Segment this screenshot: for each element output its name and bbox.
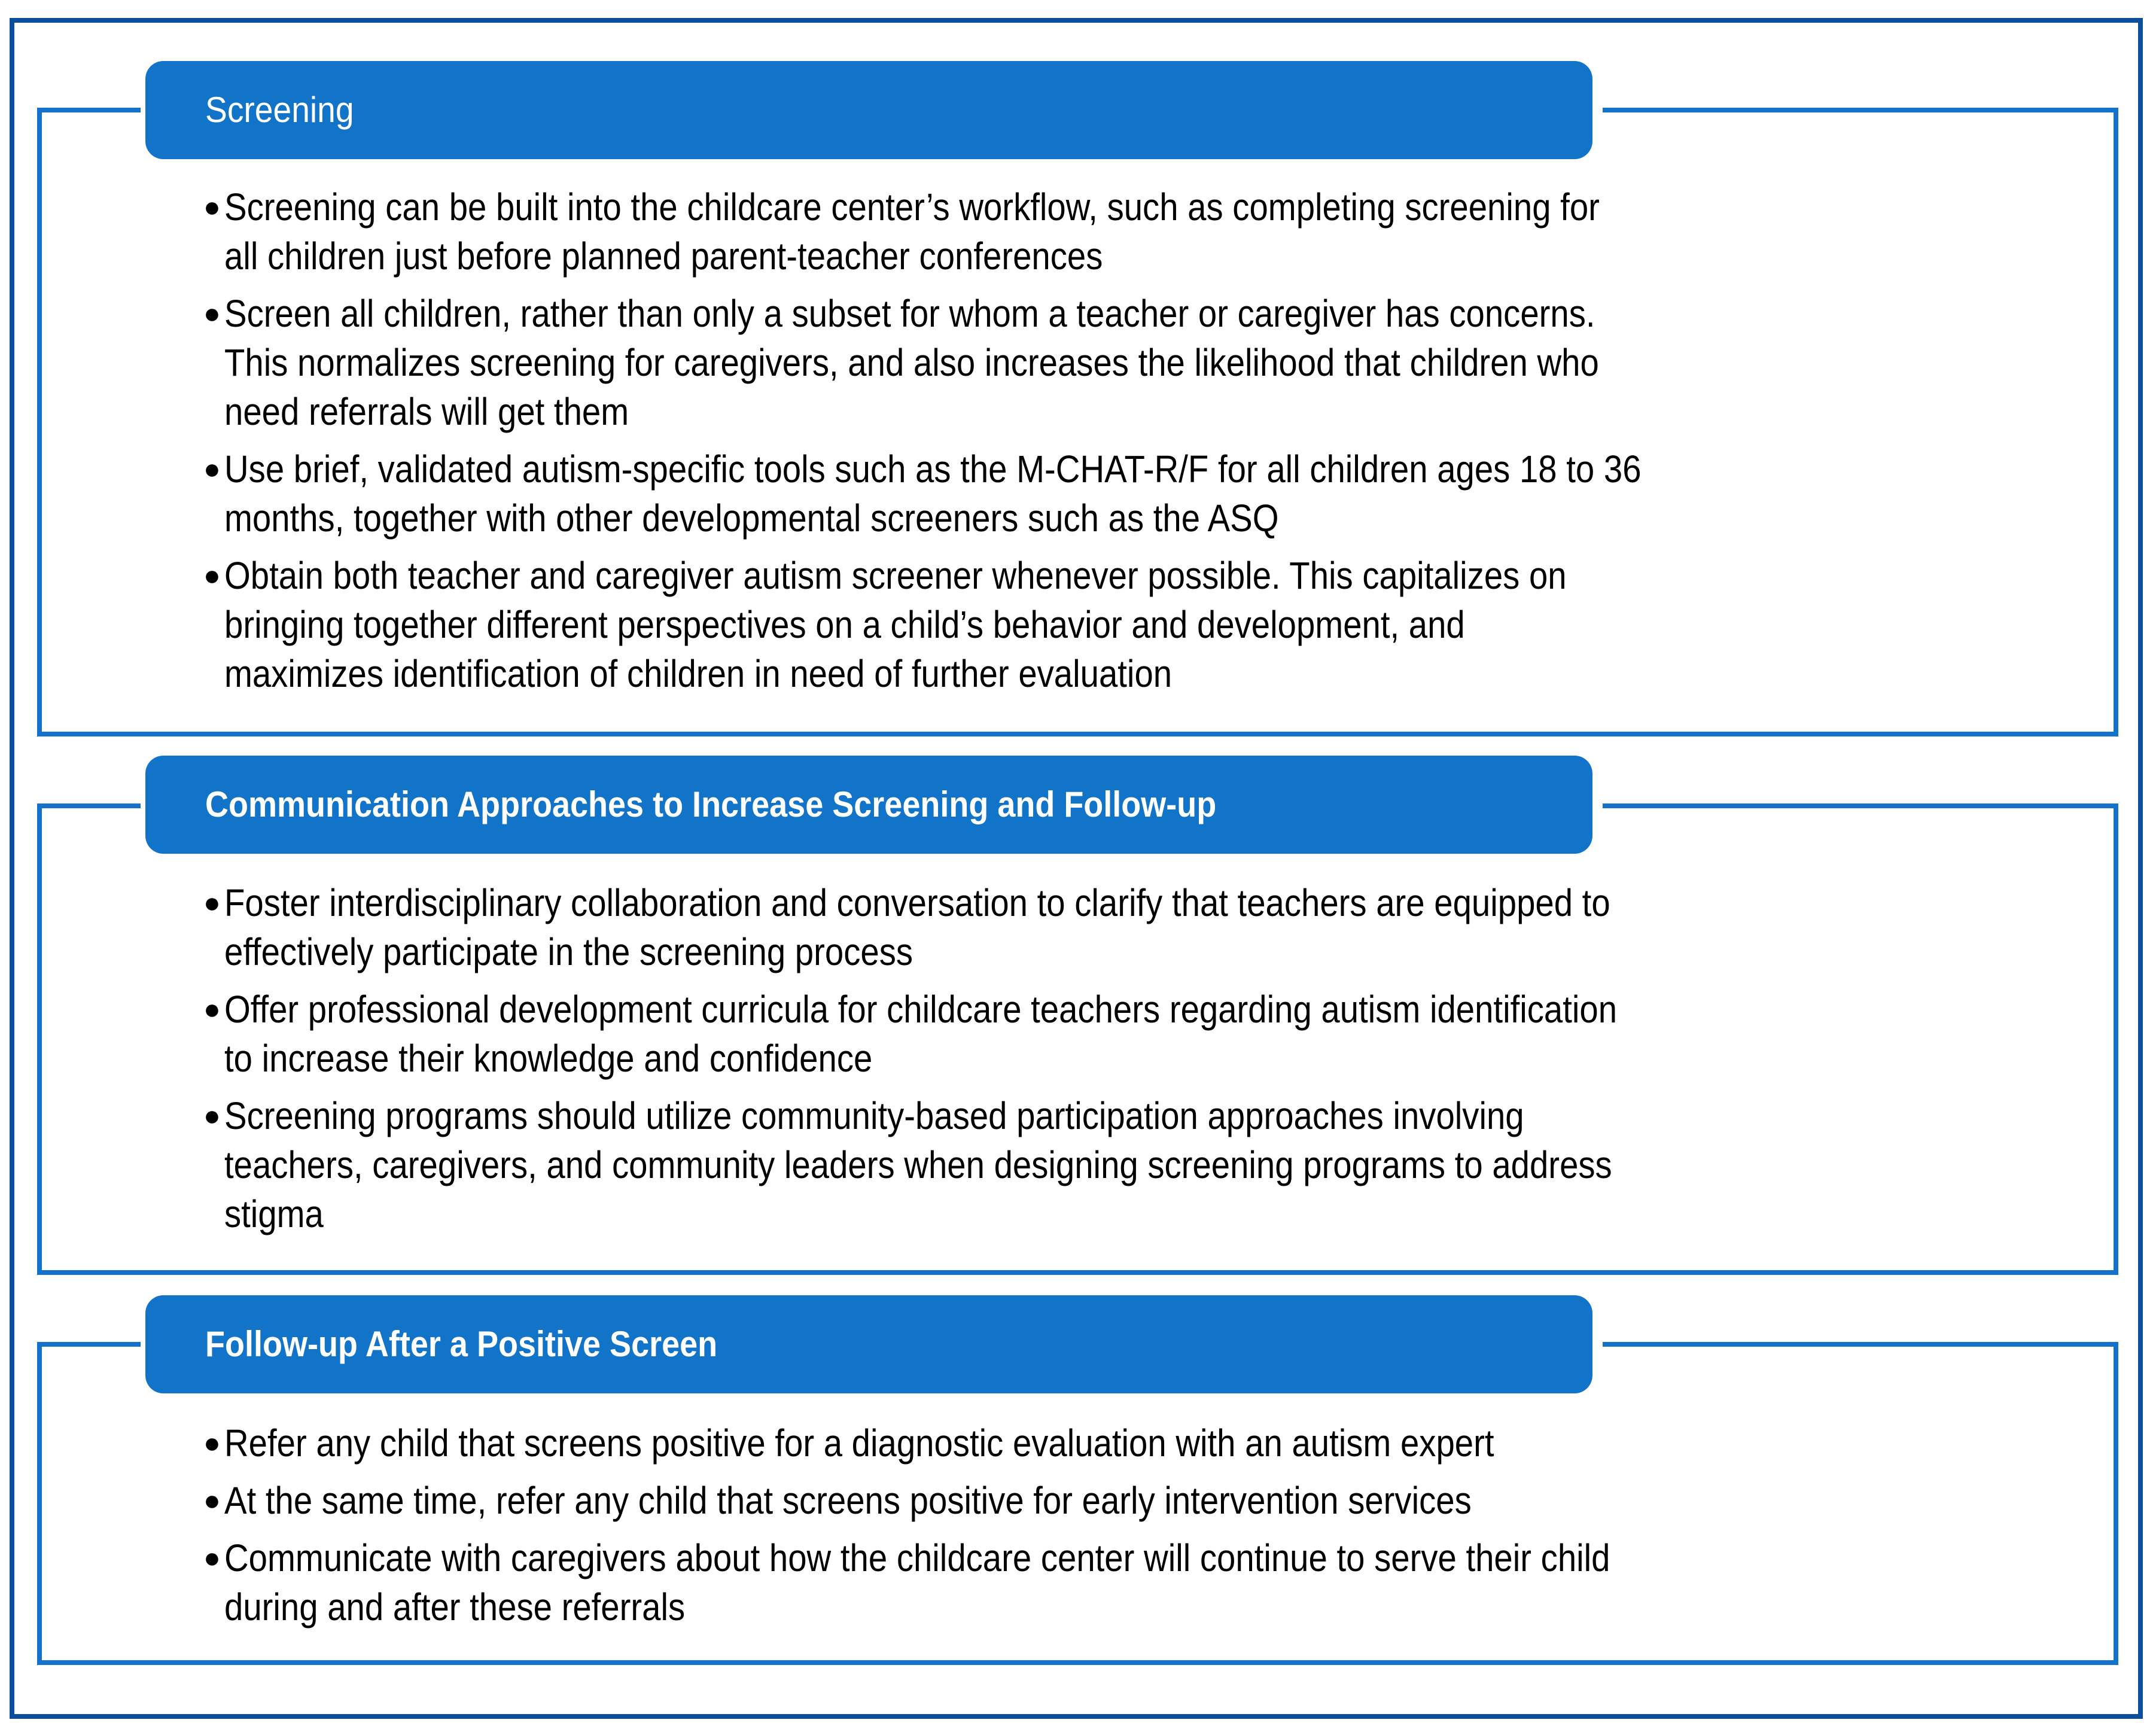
bullet-item — [203, 551, 1835, 698]
bullet-text-line: Offer professional development curricula for childcare teachers regarding autism identification — [224, 988, 1618, 1031]
bullet-text-line: teachers, caregivers, and community leaders when designing screening programs to address — [224, 1143, 1612, 1186]
bullet-dot-icon: ● — [203, 1542, 221, 1574]
bullet-dot-icon: ● — [203, 298, 221, 330]
bullet-text-line: months, together with other developmental screeners such as the ASQ — [224, 497, 1279, 540]
bullet-dot-icon: ● — [203, 560, 221, 592]
bullet-text-line: At the same time, refer any child that screens positive for early intervention services — [224, 1479, 1472, 1522]
bullet-text-line: effectively participate in the screening process — [224, 930, 913, 973]
bullet-text-line: This normalizes screening for caregivers, and also increases the likelihood that children who — [224, 341, 1599, 384]
bullet-item — [203, 1476, 1799, 1525]
communication-bullet-list — [203, 878, 1807, 1238]
bullet-item — [203, 1533, 1799, 1631]
bullet-dot-icon: ● — [203, 1485, 221, 1517]
bullet-text-line: during and after these referrals — [224, 1585, 686, 1628]
bullet-text-line: bringing together different perspectives on a child’s behavior and development, and — [224, 603, 1465, 646]
bullet-text-line: Communicate with caregivers about how the childcare center will continue to serve their child — [224, 1536, 1610, 1579]
bullet-text-line: stigma — [224, 1192, 324, 1235]
section-title: Communication Approaches to Increase Screening and Follow-up — [205, 784, 1217, 824]
bullet-text-line: Screen all children, rather than only a subset for whom a teacher or caregiver has concerns. — [224, 292, 1595, 335]
section-header-communication — [145, 756, 1592, 854]
bullet-text-line: need referrals will get them — [224, 390, 629, 433]
bullet-dot-icon: ● — [203, 191, 221, 223]
section-header-follow-up — [145, 1295, 1592, 1393]
bullet-item — [203, 182, 1835, 281]
section-header-screening — [145, 61, 1592, 159]
bullet-text-line: Use brief, validated autism-specific tools such as the M-CHAT-R/F for all children ages 18 to 36 — [224, 448, 1642, 491]
bullet-dot-icon: ● — [203, 994, 221, 1025]
bullet-text-line: Screening programs should utilize community-based participation approaches involving — [224, 1094, 1524, 1137]
bullet-text-line: Foster interdisciplinary collaboration and conversation to clarify that teachers are equipped to — [224, 881, 1610, 924]
bullet-item — [203, 878, 1807, 976]
bullet-item — [203, 289, 1835, 436]
section-title: Screening — [205, 90, 354, 130]
bullet-text-line: Obtain both teacher and caregiver autism screener whenever possible. This capitalizes on — [224, 554, 1567, 597]
bullet-item — [203, 985, 1807, 1083]
bullet-text-line: to increase their knowledge and confidence — [224, 1037, 873, 1080]
screening-bullet-list — [203, 182, 1835, 698]
bullet-text-line: Refer any child that screens positive for a diagnostic evaluation with an autism expert — [224, 1421, 1494, 1465]
bullet-text-line: all children just before planned parent-teacher conferences — [224, 235, 1103, 278]
bullet-text-line: maximizes identification of children in need of further evaluation — [224, 652, 1173, 695]
bullet-item — [203, 1419, 1799, 1468]
section-title: Follow-up After a Positive Screen — [205, 1324, 718, 1364]
follow-up-bullet-list — [203, 1419, 1799, 1631]
bullet-dot-icon: ● — [203, 1427, 221, 1459]
bullet-item — [203, 1091, 1807, 1238]
bullet-text-line: Screening can be built into the childcare center’s workflow, such as completing screening for — [224, 185, 1600, 229]
bullet-dot-icon: ● — [203, 887, 221, 919]
bullet-dot-icon: ● — [203, 453, 221, 485]
bullet-item — [203, 445, 1835, 543]
bullet-dot-icon: ● — [203, 1100, 221, 1132]
